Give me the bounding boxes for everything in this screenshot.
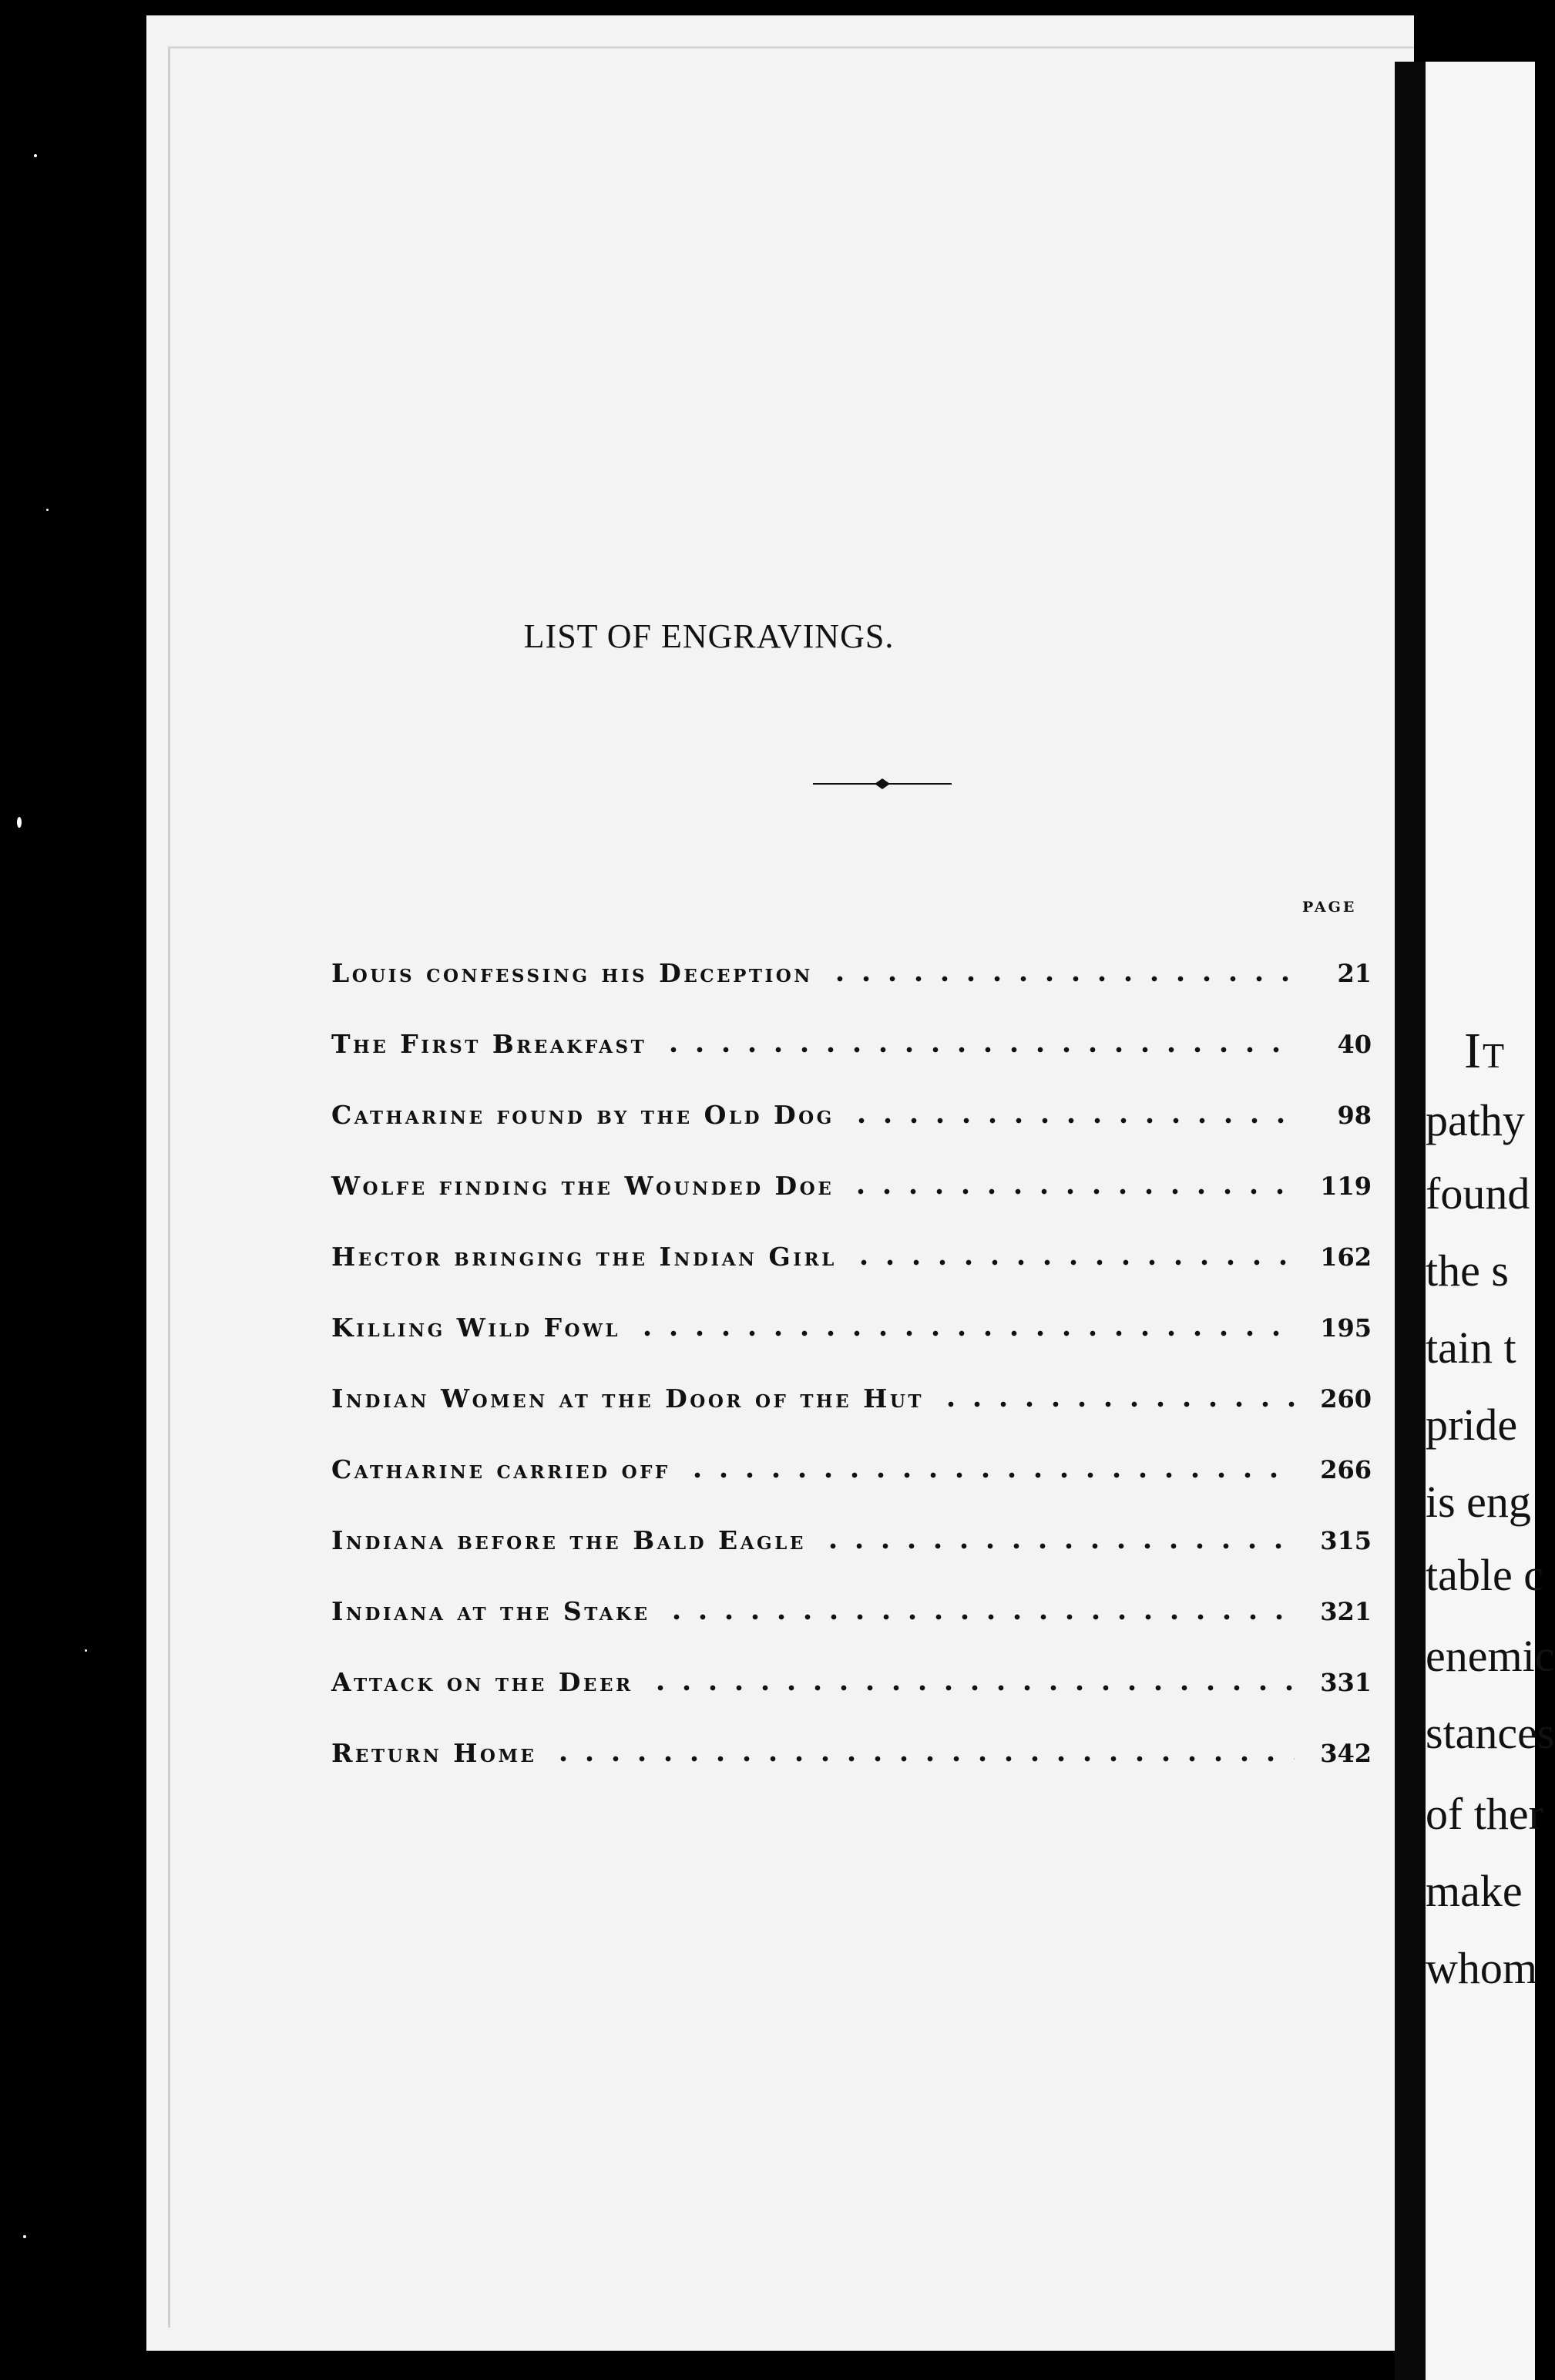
entry-title: Attack on the Deer <box>331 1667 633 1697</box>
dot-leader <box>634 1330 1295 1337</box>
right-page-line: of ther <box>1426 1789 1543 1839</box>
right-page-line: tain t <box>1426 1323 1516 1373</box>
entry-title: Catharine carried off <box>331 1454 670 1484</box>
entry-page-number: 21 <box>1337 959 1372 988</box>
dot-leader <box>647 1684 1295 1692</box>
dot-leader <box>851 1259 1295 1266</box>
dot-leader <box>848 1117 1295 1124</box>
right-page-line: make <box>1426 1866 1523 1916</box>
list-item <box>331 1555 1372 1626</box>
entry-page-number: 195 <box>1320 1313 1372 1343</box>
dot-leader <box>663 1613 1295 1621</box>
entry-page-number: 98 <box>1337 1101 1372 1130</box>
dust-speck <box>23 2235 26 2238</box>
entry-page-number: 331 <box>1320 1668 1372 1697</box>
right-page-line: is eng <box>1426 1477 1531 1527</box>
right-page-line: whom <box>1426 1943 1537 1993</box>
right-page-line: the s <box>1426 1245 1509 1296</box>
entry-title: Catharine found by the Old Dog <box>331 1100 835 1130</box>
entry-title: Indiana at the Stake <box>331 1596 650 1626</box>
right-page-line: pride <box>1426 1400 1518 1450</box>
entry-page-number: 40 <box>1337 1030 1372 1059</box>
engravings-list <box>331 917 1372 1768</box>
list-item <box>331 1272 1372 1343</box>
right-page-line: stances <box>1426 1708 1555 1758</box>
list-item <box>331 917 1372 988</box>
page-column-header: PAGE <box>1302 899 1357 916</box>
right-page-line: enemic <box>1426 1631 1555 1681</box>
right-page-line: pathy <box>1426 1095 1525 1145</box>
list-item <box>331 1484 1372 1555</box>
dot-leader <box>848 1188 1295 1195</box>
list-item <box>331 1201 1372 1272</box>
entry-page-number: 266 <box>1320 1455 1372 1484</box>
list-item <box>331 988 1372 1059</box>
entry-page-number: 119 <box>1320 1172 1372 1201</box>
dot-leader <box>820 1542 1295 1550</box>
scan-background-left <box>0 0 150 2380</box>
entry-title: Indiana before the Bald Eagle <box>331 1525 806 1555</box>
dot-leader <box>684 1471 1295 1479</box>
entry-page-number: 315 <box>1320 1526 1372 1555</box>
dust-speck <box>46 509 49 511</box>
entry-title: Wolfe finding the Wounded Doe <box>331 1171 835 1201</box>
list-item <box>331 1343 1372 1414</box>
ornament-divider <box>813 775 952 793</box>
page-title: LIST OF ENGRAVINGS. <box>523 617 895 655</box>
list-item <box>331 1697 1372 1768</box>
right-page <box>1426 62 1555 2380</box>
dot-leader <box>938 1400 1295 1408</box>
right-page-line: found <box>1426 1168 1530 1219</box>
entry-title: Return Home <box>331 1738 537 1768</box>
dust-speck <box>34 154 37 157</box>
entry-title: The First Breakfast <box>331 1029 647 1059</box>
list-item <box>331 1130 1372 1201</box>
entry-title: Indian Women at the Door of the Hut <box>331 1383 925 1414</box>
entry-page-number: 342 <box>1320 1739 1372 1768</box>
dust-speck <box>85 1649 87 1652</box>
right-page-line: table c <box>1426 1550 1543 1600</box>
dot-leader <box>660 1046 1295 1054</box>
entry-title: Louis confessing his Deception <box>331 958 813 988</box>
list-item <box>331 1414 1372 1484</box>
list-item <box>331 1626 1372 1697</box>
right-page-line: It <box>1464 1023 1506 1079</box>
entry-title: Killing Wild Fowl <box>331 1313 621 1343</box>
book-gutter <box>1395 62 1426 2380</box>
dust-speck <box>17 817 22 828</box>
dot-leader <box>550 1755 1295 1763</box>
entry-page-number: 260 <box>1320 1384 1372 1414</box>
dot-leader <box>827 975 1295 983</box>
entry-page-number: 321 <box>1320 1597 1372 1626</box>
list-item <box>331 1059 1372 1130</box>
entry-page-number: 162 <box>1320 1242 1372 1272</box>
entry-title: Hector bringing the Indian Girl <box>331 1242 837 1272</box>
